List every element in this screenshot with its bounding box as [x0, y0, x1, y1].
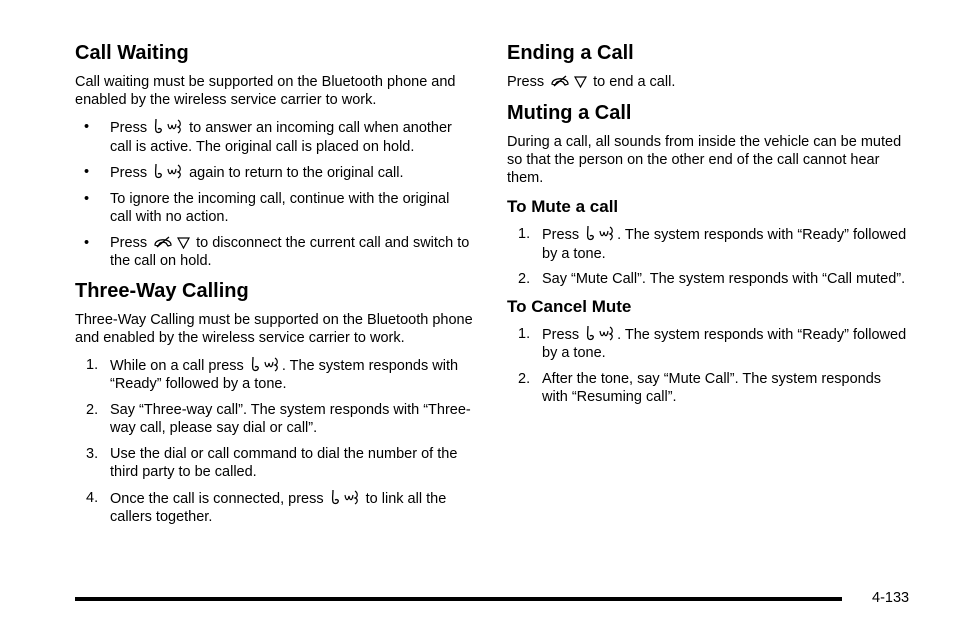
step-number: 4. [86, 489, 99, 506]
item-text: Once the call is connected, press to link all the callers together. [110, 490, 447, 525]
step-item [75, 356, 475, 394]
voice-icon [599, 225, 615, 241]
ending-call-heading: Ending a Call [507, 42, 634, 64]
item-text: Say “Mute Call”. The system responds with “Call muted”. [542, 271, 906, 287]
step-number: 1. [518, 325, 531, 342]
bullet-item [75, 163, 475, 183]
step-number: 2. [86, 401, 99, 418]
item-text: Say “Three-way call”. The system responds with “Three-way call, please say dial or call”. [110, 401, 471, 436]
step-item [75, 401, 475, 438]
voice-icon [599, 325, 615, 341]
to-mute-steps [507, 225, 907, 289]
right-column [507, 40, 907, 414]
step-number: 1. [86, 356, 99, 373]
voice-icon [344, 489, 360, 505]
bullet-item [75, 190, 475, 227]
to-cancel-mute-heading: To Cancel Mute [507, 296, 632, 316]
step-item [507, 225, 907, 263]
three-way-intro: Three-Way Calling must be supported on the Bluetooth phone and enabled by the wireless service carrier to work. [75, 311, 473, 346]
talk-icon [250, 356, 260, 372]
talk-icon [585, 325, 595, 341]
muting-call-heading: Muting a Call [507, 102, 632, 124]
item-text: Press to answer an incoming call when another call is active. The original call is placed on hold. [110, 120, 452, 155]
item-text: Press . The system responds with “Ready” followed by a tone. [542, 326, 907, 361]
voice-icon [264, 356, 280, 372]
talk-icon [153, 118, 163, 134]
item-text: Use the dial or call command to dial the number of the third party to be called. [110, 445, 458, 480]
call-waiting-intro: Call waiting must be supported on the Bluetooth phone and enabled by the wireless service carrier to work. [75, 74, 456, 108]
ending-call-text: Press to end a call. [507, 74, 676, 90]
three-way-heading: Three-Way Calling [75, 279, 249, 302]
step-number: 2. [518, 271, 531, 287]
three-way-steps [75, 356, 475, 527]
step-item [507, 270, 907, 289]
item-text: After the tone, say “Mute Call”. The system responds with “Resuming call”. [542, 370, 882, 405]
item-text: Press to disconnect the current call and switch to the call on hold. [110, 234, 470, 269]
voice-icon [167, 163, 183, 179]
footer-rule [75, 597, 842, 601]
item-text: To ignore the incoming call, continue with the original call with no action. [110, 190, 450, 225]
talk-icon [153, 163, 163, 179]
page-number: 4-133 [872, 590, 910, 606]
mute-triangle-icon [177, 237, 190, 249]
end-call-icon [153, 235, 173, 249]
step-item [507, 325, 907, 363]
bullet-item [75, 234, 475, 271]
muting-call-intro: During a call, all sounds from inside the vehicle can be muted so that the person on the other end of the call cannot hear them. [507, 134, 902, 186]
bullet-item [75, 118, 475, 156]
item-text: Press . The system responds with “Ready” followed by a tone. [542, 227, 907, 262]
voice-icon [167, 118, 183, 134]
step-item [75, 445, 475, 482]
to-mute-heading: To Mute a call [507, 197, 619, 216]
to-cancel-mute-steps [507, 325, 907, 407]
left-column [75, 40, 475, 534]
talk-icon [330, 489, 340, 505]
call-waiting-list [75, 118, 475, 271]
end-call-icon [550, 74, 570, 88]
call-waiting-heading: Call Waiting [75, 42, 189, 64]
mute-triangle-icon [574, 76, 587, 88]
step-number: 3. [86, 445, 99, 462]
talk-icon [585, 225, 595, 241]
step-item [507, 370, 907, 407]
step-item [75, 489, 475, 527]
step-number: 1. [518, 226, 531, 242]
item-text: Press again to return to the original call. [110, 165, 404, 181]
step-number: 2. [518, 370, 531, 387]
item-text: While on a call press . The system responds with “Ready” followed by a tone. [110, 357, 459, 392]
